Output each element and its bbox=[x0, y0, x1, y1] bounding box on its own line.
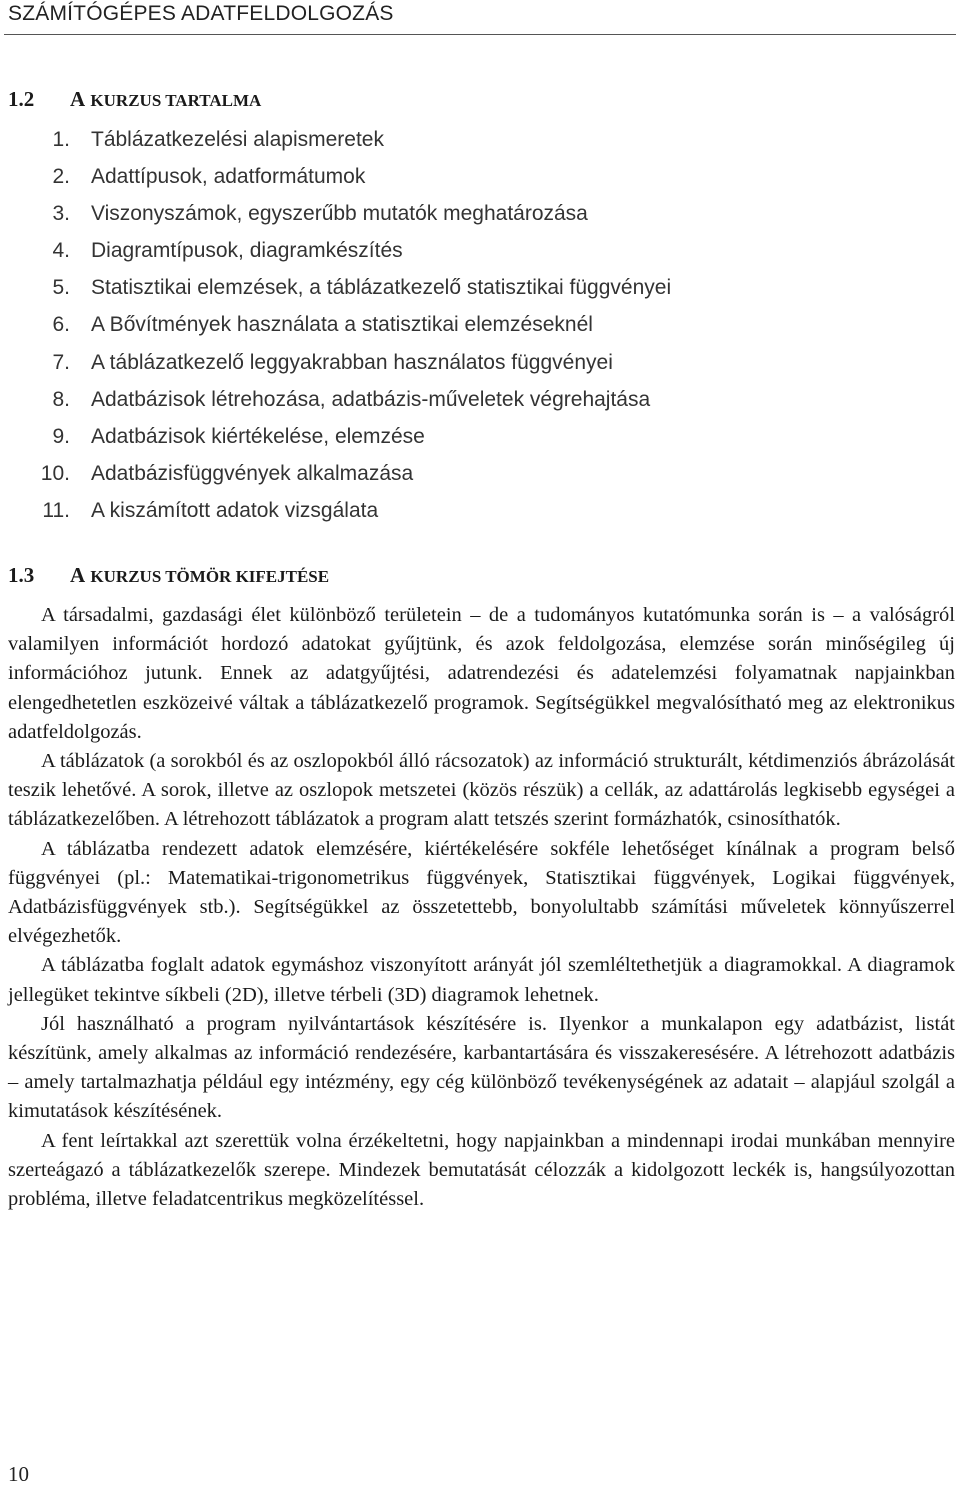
list-item-number: 1. bbox=[52, 128, 70, 151]
header-divider bbox=[4, 34, 956, 35]
list-item bbox=[0, 388, 960, 425]
section-heading-content bbox=[8, 87, 261, 112]
section-number: 1.2 bbox=[8, 87, 35, 111]
paragraph: A táblázatba foglalt adatok egymáshoz viszonyított arányát jól szemléltethetjük a diagramokkal. A diagramok jellegüket tekintve síkbeli (2D), illetve térbeli (3D) diagramok lehetnek. bbox=[8, 954, 955, 1006]
paragraph: A táblázatok (a sorokból és az oszlopokból álló rácsozatok) az információ strukturált, kétdimenziós ábrázolását teszik lehetővé. A sorok, illetve az oszlopok metszetei (közös részük) a cellák, az adattárolás legkisebb egységei a táblázatkezelőben. A létrehozott táblázatok a program alatt tetszés szerint formázhatók, csinosíthatók. bbox=[8, 750, 955, 831]
list-item bbox=[0, 239, 960, 276]
list-item-number: 6. bbox=[52, 313, 70, 337]
list-item-text: Diagramtípusok, diagramkészítés bbox=[91, 239, 403, 263]
list-item-number: 8. bbox=[52, 387, 70, 411]
list-item-number: 2. bbox=[52, 165, 70, 189]
list-item-number: 11. bbox=[42, 498, 70, 522]
list-item-text: A táblázatkezelő leggyakrabban használatos függvényei bbox=[91, 350, 613, 374]
list-item-text: A kiszámított adatok vizsgálata bbox=[91, 498, 379, 522]
section-title-initial: A bbox=[70, 563, 86, 587]
list-item bbox=[0, 128, 960, 165]
course-content-list bbox=[0, 128, 960, 536]
list-item bbox=[0, 425, 960, 462]
paragraph: A társadalmi, gazdasági élet különböző területein – de a tudományos kutatómunka során is – a valóságról valamilyen információt hordozó adatokat gyűjtünk, és azok feldolgozása, elemzése során minőségileg új információhoz jutunk. Ennek az adatgyűjtési, adatrendezési és adatelemzési folyamatnak napjainkban elengedhetetlen eszközeivé váltak a táblázatkezelő programok. Segítségükkel megvalósítható meg az elektronikus adatfeldolgozás. bbox=[8, 604, 955, 743]
list-item bbox=[0, 499, 960, 536]
list-item bbox=[0, 202, 960, 239]
list-item-text: Adatbázisok létrehozása, adatbázis-műveletek végrehajtása bbox=[91, 387, 651, 411]
list-item bbox=[0, 165, 960, 202]
list-item bbox=[0, 313, 960, 350]
list-item-text: Statisztikai elemzések, a táblázatkezelő statisztikai függvényei bbox=[91, 276, 672, 300]
list-item-number: 9. bbox=[52, 424, 70, 448]
running-header: SZÁMÍTÓGÉPES ADATFELDOLGOZÁS bbox=[8, 2, 394, 25]
section-title: KURZUS TARTALMA bbox=[90, 91, 262, 110]
summary-body bbox=[8, 601, 955, 1214]
list-item-text: A Bővítmények használata a statisztikai elemzéseknél bbox=[91, 313, 593, 337]
list-item-text: Viszonyszámok, egyszerűbb mutatók meghatározása bbox=[91, 202, 588, 226]
section-heading-summary bbox=[8, 563, 329, 588]
paragraph: Jól használható a program nyilvántartások készítésére is. Ilyenkor a munkalapon egy adatbázist, listát készítünk, amely alkalmas az információ rendezésére, karbantartására és visszakeresésére. A létrehozott adatbázis – amely tartalmazhatja például egy intézmény, egy cég különböző tevékenységének az adatait – alapjául szolgál a kimutatások készítésének. bbox=[8, 1012, 955, 1123]
section-number: 1.3 bbox=[8, 563, 35, 587]
section-title: KURZUS TÖMÖR KIFEJTÉSE bbox=[90, 567, 330, 586]
list-item-text: Adattípusok, adatformátumok bbox=[91, 165, 366, 189]
page-number: 10 bbox=[8, 1462, 29, 1486]
paragraph: A fent leírtakkal azt szerettük volna érzékeltetni, hogy napjainkban a mindennapi irodai munkában mennyire szerteágazó a táblázatkezelők szerepe. Mindezek bemutatását célozzák a kidolgozott leckék is, hangsúlyozottan probléma, illetve feladatcentrikus megközelítéssel. bbox=[8, 1129, 955, 1211]
list-item-text: Adatbázisfüggvények alkalmazása bbox=[91, 461, 414, 485]
list-item-number: 7. bbox=[52, 350, 70, 374]
list-item-number: 4. bbox=[52, 239, 70, 263]
list-item-number: 10. bbox=[40, 461, 70, 485]
list-item bbox=[0, 462, 960, 499]
list-item-text: Adatbázisok kiértékelése, elemzése bbox=[91, 424, 425, 448]
list-item-number: 3. bbox=[52, 202, 70, 226]
list-item bbox=[0, 276, 960, 313]
list-item-text: Táblázatkezelési alapismeretek bbox=[91, 128, 384, 151]
list-item-number: 5. bbox=[52, 276, 70, 300]
paragraph: A táblázatba rendezett adatok elemzésére, kiértékelésére sokféle lehetőséget kínálnak a program belső függvényei (pl.: Matematikai-trigonometrikus függvények, Statisztikai függvények, Logikai függvények, Adatbázisfüggvények stb.). Segítségükkel az összetettebb, bonyolultabb számítási műveletek könnyűszerrel elvégezhetők. bbox=[8, 837, 955, 948]
list-item bbox=[0, 351, 960, 388]
section-title-initial: A bbox=[70, 87, 86, 111]
